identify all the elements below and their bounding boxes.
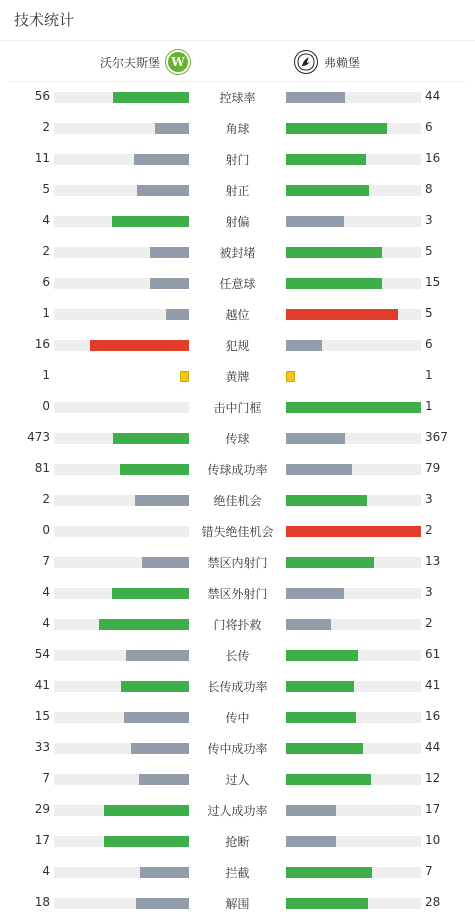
- away-stat-bar: [286, 836, 421, 847]
- home-stat-fill: [140, 867, 189, 878]
- home-stat-value: 33: [34, 740, 50, 754]
- away-stat-value: 28: [425, 895, 441, 909]
- home-stat-fill: [90, 340, 189, 351]
- stat-label: 拦截: [225, 866, 250, 880]
- stat-row: [0, 205, 475, 236]
- stat-label: 传中: [225, 711, 250, 725]
- home-stat-bar: [54, 743, 189, 754]
- away-stat-fill: [286, 154, 366, 165]
- stat-label: 任意球: [219, 277, 256, 291]
- away-stat-fill: [286, 712, 356, 723]
- home-stat-bar: [54, 805, 189, 816]
- away-stat-bar: [286, 743, 421, 754]
- home-stat-bar: [54, 402, 189, 413]
- home-stat-fill: [112, 216, 189, 227]
- away-stat-fill: [286, 309, 398, 320]
- home-stat-fill: [120, 464, 189, 475]
- away-team-name: 弗赖堡: [324, 55, 361, 70]
- home-stat-bar: [54, 433, 189, 444]
- away-stat-value: 10: [425, 833, 441, 847]
- away-stat-fill: [286, 557, 374, 568]
- home-stat-fill: [135, 495, 189, 506]
- stat-label: 角球: [225, 122, 250, 136]
- home-stat-value: 7: [42, 554, 50, 568]
- away-stat-fill: [286, 588, 344, 599]
- home-stat-value: 4: [42, 213, 50, 227]
- freiburg-badge-icon: [294, 50, 318, 74]
- stat-row: [0, 577, 475, 608]
- home-stat-value: 4: [42, 864, 50, 878]
- stat-row: [0, 484, 475, 515]
- away-stat-value: 1: [425, 368, 433, 382]
- stat-label: 抢断: [225, 835, 250, 849]
- away-stat-bar: [286, 340, 421, 351]
- home-stat-fill: [104, 836, 189, 847]
- home-stat-fill: [124, 712, 189, 723]
- stat-label: 过人成功率: [207, 804, 268, 818]
- home-team-name: 沃尔夫斯堡: [99, 55, 160, 70]
- home-stat-bar: [54, 650, 189, 661]
- stat-label: 传中成功率: [207, 742, 268, 756]
- away-stat-fill: [286, 898, 368, 909]
- away-stat-value: 2: [425, 616, 433, 630]
- home-stat-fill: [155, 123, 189, 134]
- away-stat-value: 13: [425, 554, 441, 568]
- away-stat-fill: [286, 805, 336, 816]
- home-stat-bar: [54, 216, 189, 227]
- stat-label: 黄牌: [225, 370, 250, 384]
- stat-row: [0, 422, 475, 453]
- away-stat-bar: [286, 433, 421, 444]
- home-stat-fill: [113, 433, 189, 444]
- home-stat-value: 16: [34, 337, 50, 351]
- stat-label: 传球: [225, 432, 250, 446]
- home-stat-value: 17: [34, 833, 50, 847]
- away-stat-bar: [286, 185, 421, 196]
- away-stat-fill: [286, 650, 358, 661]
- away-stat-value: 16: [425, 151, 441, 165]
- stat-label: 犯规: [225, 339, 250, 353]
- away-stat-bar: [286, 588, 421, 599]
- away-stat-bar: [286, 371, 421, 382]
- home-stat-bar: [54, 185, 189, 196]
- home-stat-fill: [104, 805, 189, 816]
- away-stat-value: 16: [425, 709, 441, 723]
- home-stat-value: 4: [42, 616, 50, 630]
- stat-row: [0, 391, 475, 422]
- away-stat-value: 41: [425, 678, 441, 692]
- home-stat-fill: [134, 154, 189, 165]
- stat-row: [0, 794, 475, 825]
- stat-row: [0, 236, 475, 267]
- away-stat-fill: [286, 495, 367, 506]
- stat-label: 绝佳机会: [213, 494, 262, 508]
- away-stat-fill: [286, 278, 382, 289]
- stat-row: [0, 856, 475, 887]
- stat-row: [0, 81, 475, 112]
- stat-label: 被封堵: [219, 246, 256, 260]
- yellow-card-icon: [180, 371, 189, 382]
- home-stat-fill: [137, 185, 189, 196]
- away-stat-fill: [286, 619, 331, 630]
- home-stat-value: 2: [42, 120, 50, 134]
- stat-row: [0, 298, 475, 329]
- home-stat-fill: [142, 557, 189, 568]
- away-team[interactable]: [294, 47, 360, 77]
- away-stat-value: 1: [425, 399, 433, 413]
- away-stat-value: 367: [425, 430, 448, 444]
- away-stat-fill: [286, 247, 382, 258]
- away-stat-bar: [286, 278, 421, 289]
- away-stat-fill: [286, 185, 369, 196]
- page-title: 技术统计: [14, 11, 75, 29]
- home-stat-bar: [54, 92, 189, 103]
- away-stat-bar: [286, 805, 421, 816]
- away-stat-value: 3: [425, 585, 433, 599]
- stat-row: [0, 732, 475, 763]
- away-stat-value: 7: [425, 864, 433, 878]
- stat-row: [0, 174, 475, 205]
- home-stat-bar: [54, 898, 189, 909]
- away-stat-fill: [286, 867, 372, 878]
- teams-header: [0, 47, 475, 77]
- home-stat-value: 41: [34, 678, 50, 692]
- home-stat-fill: [99, 619, 189, 630]
- away-stat-value: 15: [425, 275, 441, 289]
- stat-label: 越位: [225, 308, 250, 322]
- home-stat-fill: [112, 588, 189, 599]
- stat-row: [0, 763, 475, 794]
- home-stat-bar: [54, 278, 189, 289]
- home-stat-value: 81: [34, 461, 50, 475]
- away-stat-value: 61: [425, 647, 441, 661]
- stat-row: [0, 825, 475, 856]
- away-stat-bar: [286, 650, 421, 661]
- away-stat-fill: [286, 681, 354, 692]
- home-stat-value: 2: [42, 244, 50, 258]
- away-stat-bar: [286, 402, 421, 413]
- home-stat-bar: [54, 619, 189, 630]
- away-stat-value: 3: [425, 213, 433, 227]
- stat-row: [0, 639, 475, 670]
- home-stat-fill: [131, 743, 189, 754]
- home-stat-value: 2: [42, 492, 50, 506]
- home-stat-bar: [54, 712, 189, 723]
- home-stat-value: 18: [34, 895, 50, 909]
- stat-label: 射正: [225, 184, 250, 198]
- home-stat-fill: [150, 247, 189, 258]
- home-stat-value: 11: [34, 151, 50, 165]
- away-stat-value: 17: [425, 802, 441, 816]
- home-team[interactable]: [100, 47, 190, 77]
- home-stat-bar: [54, 588, 189, 599]
- home-stat-value: 15: [34, 709, 50, 723]
- away-stat-fill: [286, 433, 345, 444]
- away-stat-fill: [286, 836, 336, 847]
- stat-label: 解围: [225, 897, 250, 911]
- home-stat-value: 473: [27, 430, 50, 444]
- stat-row: [0, 360, 475, 391]
- stat-row: [0, 453, 475, 484]
- away-stat-bar: [286, 247, 421, 258]
- away-stat-bar: [286, 123, 421, 134]
- away-stat-value: 44: [425, 89, 441, 103]
- away-stat-bar: [286, 712, 421, 723]
- home-stat-bar: [54, 681, 189, 692]
- away-stat-fill: [286, 774, 371, 785]
- away-stat-fill: [286, 123, 387, 134]
- away-stat-value: 5: [425, 306, 433, 320]
- stat-label: 过人: [225, 773, 250, 787]
- away-stat-value: 3: [425, 492, 433, 506]
- away-stat-fill: [286, 526, 421, 537]
- yellow-card-icon: [286, 371, 295, 382]
- home-stat-value: 0: [42, 523, 50, 537]
- header-divider: [0, 40, 475, 41]
- home-stat-bar: [54, 557, 189, 568]
- stat-row: [0, 329, 475, 360]
- home-stat-bar: [54, 867, 189, 878]
- away-stat-value: 6: [425, 337, 433, 351]
- home-stat-bar: [54, 309, 189, 320]
- stat-label: 长传成功率: [207, 680, 268, 694]
- home-stat-value: 56: [34, 89, 50, 103]
- stat-label: 射门: [225, 153, 250, 167]
- stat-label: 长传: [225, 649, 250, 663]
- stat-label: 控球率: [219, 91, 256, 105]
- home-stat-value: 7: [42, 771, 50, 785]
- away-stat-fill: [286, 402, 421, 413]
- home-stat-value: 4: [42, 585, 50, 599]
- away-stat-value: 12: [425, 771, 441, 785]
- home-stat-fill: [136, 898, 189, 909]
- away-stat-fill: [286, 743, 363, 754]
- home-stat-bar: [54, 247, 189, 258]
- away-stat-fill: [286, 464, 352, 475]
- home-stat-bar: [54, 526, 189, 537]
- away-stat-bar: [286, 619, 421, 630]
- away-stat-bar: [286, 557, 421, 568]
- away-stat-bar: [286, 216, 421, 227]
- stat-row: [0, 670, 475, 701]
- home-stat-fill: [139, 774, 189, 785]
- home-stat-fill: [150, 278, 189, 289]
- away-stat-bar: [286, 154, 421, 165]
- stat-row: [0, 608, 475, 639]
- away-stat-bar: [286, 898, 421, 909]
- stat-row: [0, 143, 475, 174]
- away-stat-bar: [286, 464, 421, 475]
- stat-row: [0, 887, 475, 918]
- home-stat-value: 5: [42, 182, 50, 196]
- home-stat-bar: [54, 836, 189, 847]
- home-stat-value: 1: [42, 368, 50, 382]
- away-stat-value: 44: [425, 740, 441, 754]
- home-stat-bar: [54, 371, 189, 382]
- stat-row: [0, 515, 475, 546]
- stat-label: 射偏: [225, 215, 250, 229]
- stat-label: 禁区内射门: [207, 556, 268, 570]
- home-stat-value: 29: [34, 802, 50, 816]
- stat-label: 错失绝佳机会: [201, 525, 274, 539]
- home-stat-bar: [54, 495, 189, 506]
- away-stat-value: 79: [425, 461, 441, 475]
- away-stat-value: 2: [425, 523, 433, 537]
- stat-label: 击中门框: [213, 401, 262, 415]
- away-stat-value: 5: [425, 244, 433, 258]
- home-stat-value: 1: [42, 306, 50, 320]
- home-stat-fill: [166, 309, 189, 320]
- stats-list: [0, 81, 475, 918]
- away-stat-fill: [286, 340, 322, 351]
- stat-row: [0, 701, 475, 732]
- home-stat-bar: [54, 774, 189, 785]
- away-stat-bar: [286, 309, 421, 320]
- home-stat-fill: [113, 92, 189, 103]
- away-stat-bar: [286, 92, 421, 103]
- away-stat-bar: [286, 867, 421, 878]
- away-stat-bar: [286, 681, 421, 692]
- home-stat-fill: [126, 650, 189, 661]
- stat-label: 门将扑救: [213, 618, 262, 632]
- away-stat-value: 6: [425, 120, 433, 134]
- home-stat-bar: [54, 154, 189, 165]
- stat-row: [0, 112, 475, 143]
- away-stat-bar: [286, 774, 421, 785]
- away-stat-bar: [286, 526, 421, 537]
- away-stat-fill: [286, 216, 344, 227]
- wolfsburg-badge-icon: W: [166, 50, 190, 74]
- home-stat-fill: [121, 681, 189, 692]
- home-stat-bar: [54, 123, 189, 134]
- home-stat-bar: [54, 340, 189, 351]
- stat-label: 传球成功率: [207, 463, 268, 477]
- away-stat-value: 8: [425, 182, 433, 196]
- stat-row: [0, 546, 475, 577]
- away-stat-fill: [286, 92, 345, 103]
- stat-row: [0, 267, 475, 298]
- home-stat-value: 54: [34, 647, 50, 661]
- stat-label: 禁区外射门: [207, 587, 268, 601]
- away-stat-bar: [286, 495, 421, 506]
- home-stat-value: 0: [42, 399, 50, 413]
- home-stat-value: 6: [42, 275, 50, 289]
- home-stat-bar: [54, 464, 189, 475]
